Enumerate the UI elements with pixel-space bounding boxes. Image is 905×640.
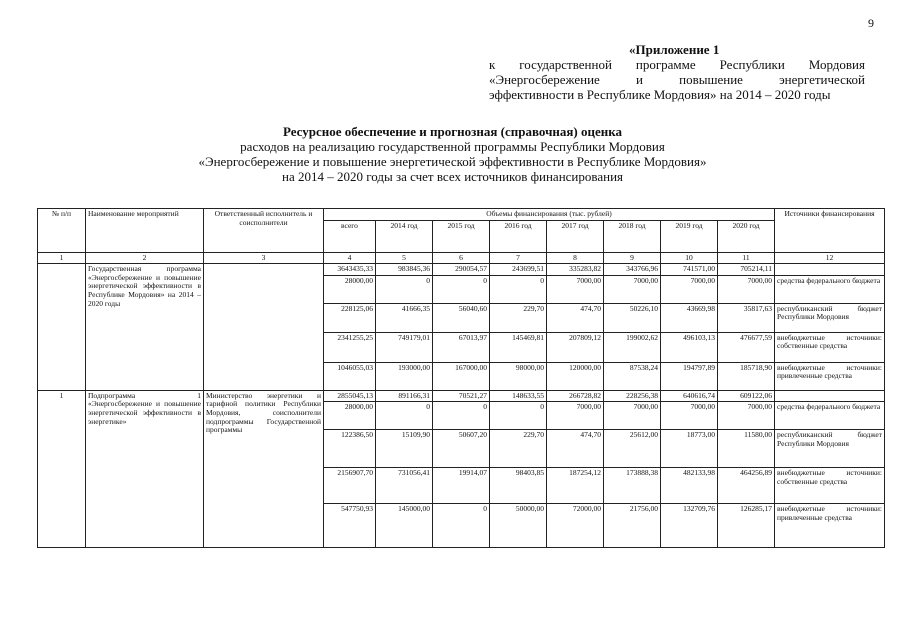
appendix-line: эффективности в Республике Мордовия» на 2014 – 2020 годы: [489, 87, 831, 102]
appendix-line: «Энергосбережение и повышение энергетической: [489, 72, 865, 87]
value-cell: 187254,12: [547, 468, 604, 504]
title-line: на 2014 – 2020 годы за счет всех источников финансирования: [281, 169, 624, 184]
value-cell: 1046055,03: [324, 362, 376, 390]
value-cell: 482133,98: [661, 468, 718, 504]
value-cell: 228125,06: [324, 303, 376, 332]
funding-table: [37, 208, 885, 548]
column-index: 5: [376, 252, 433, 264]
source-cell: средства федерального бюджета: [775, 275, 885, 303]
total-cell: 741571,00: [661, 264, 718, 276]
value-cell: 207809,12: [547, 332, 604, 362]
value-cell: 120000,00: [547, 362, 604, 390]
value-cell: 7000,00: [661, 402, 718, 430]
header-sources: Источники финансирования: [775, 209, 885, 253]
row-name: Подпрограмма 1 «Энергосбережение и повышение энергетической эффективности в энергетике»: [86, 390, 204, 548]
value-cell: 19914,07: [433, 468, 490, 504]
total-cell: 243699,51: [490, 264, 547, 276]
total-cell: 640616,74: [661, 390, 718, 402]
value-cell: 0: [490, 275, 547, 303]
value-cell: 18773,00: [661, 430, 718, 468]
total-source-cell: [775, 390, 885, 402]
value-cell: 185718,90: [718, 362, 775, 390]
value-cell: 0: [433, 275, 490, 303]
value-cell: 731056,41: [376, 468, 433, 504]
total-cell: 148633,55: [490, 390, 547, 402]
value-cell: 496103,13: [661, 332, 718, 362]
column-index: 7: [490, 252, 547, 264]
appendix-header: [489, 42, 865, 102]
total-cell: 3643435,33: [324, 264, 376, 276]
value-cell: 145469,81: [490, 332, 547, 362]
value-cell: 132709,76: [661, 504, 718, 548]
value-cell: 0: [433, 504, 490, 548]
value-cell: 0: [376, 402, 433, 430]
total-cell: 228256,38: [604, 390, 661, 402]
total-cell: 335283,82: [547, 264, 604, 276]
title-line: расходов на реализацию государственной программы Республики Мордовия: [240, 139, 665, 154]
value-cell: 15109,90: [376, 430, 433, 468]
value-cell: 25612,00: [604, 430, 661, 468]
total-cell: 891166,31: [376, 390, 433, 402]
header-year: 2020 год: [718, 220, 775, 252]
value-cell: 0: [433, 402, 490, 430]
value-cell: 199002,62: [604, 332, 661, 362]
column-index: 10: [661, 252, 718, 264]
value-cell: 2341255,25: [324, 332, 376, 362]
header-total: всего: [324, 220, 376, 252]
value-cell: 7000,00: [661, 275, 718, 303]
value-cell: 21756,00: [604, 504, 661, 548]
value-cell: 474,70: [547, 303, 604, 332]
total-cell: 983845,36: [376, 264, 433, 276]
column-index-row: [38, 252, 885, 264]
column-index: 8: [547, 252, 604, 264]
value-cell: 98403,85: [490, 468, 547, 504]
total-cell: 343766,96: [604, 264, 661, 276]
value-cell: 7000,00: [547, 275, 604, 303]
source-cell: средства федерального бюджета: [775, 402, 885, 430]
row-executor: Министерство энергетики и тарифной политики Республики Мордовия, соисполнители подпрограммы Государственной программы: [204, 390, 324, 548]
value-cell: 229,70: [490, 303, 547, 332]
header-year: 2016 год: [490, 220, 547, 252]
value-cell: 7000,00: [718, 402, 775, 430]
total-source-cell: [775, 264, 885, 276]
header-year: 2019 год: [661, 220, 718, 252]
value-cell: 11580,00: [718, 430, 775, 468]
appendix-title: «Приложение 1: [629, 42, 720, 57]
source-cell: внебюджетные источники: собственные средства: [775, 332, 885, 362]
value-cell: 122386,50: [324, 430, 376, 468]
header-year: 2017 год: [547, 220, 604, 252]
value-cell: 749179,01: [376, 332, 433, 362]
column-index: 4: [324, 252, 376, 264]
column-index: 9: [604, 252, 661, 264]
table-row-total: [38, 390, 885, 402]
value-cell: 0: [376, 275, 433, 303]
title-line-bold: Ресурсное обеспечение и прогнозная (справочная) оценка: [282, 124, 623, 139]
header-num: № п/п: [38, 209, 86, 253]
value-cell: 547750,93: [324, 504, 376, 548]
column-index: 3: [204, 252, 324, 264]
value-cell: 43669,98: [661, 303, 718, 332]
value-cell: 87538,24: [604, 362, 661, 390]
value-cell: 7000,00: [604, 402, 661, 430]
value-cell: 50000,00: [490, 504, 547, 548]
value-cell: 7000,00: [604, 275, 661, 303]
value-cell: 35817,63: [718, 303, 775, 332]
header-year: 2018 год: [604, 220, 661, 252]
value-cell: 7000,00: [718, 275, 775, 303]
column-index: 11: [718, 252, 775, 264]
value-cell: 7000,00: [547, 402, 604, 430]
total-cell: 266728,82: [547, 390, 604, 402]
source-cell: республиканский бюджет Республики Мордовия: [775, 430, 885, 468]
value-cell: 0: [490, 402, 547, 430]
value-cell: 193000,00: [376, 362, 433, 390]
value-cell: 167000,00: [433, 362, 490, 390]
value-cell: 50226,10: [604, 303, 661, 332]
row-name: Государственная программа «Энергосбережение и повышение энергетической эффективности в Республике Мордовия» на 2014 – 2020 годы: [86, 264, 204, 391]
header-year: 2015 год: [433, 220, 490, 252]
column-index: 1: [38, 252, 86, 264]
column-index: 12: [775, 252, 885, 264]
source-cell: внебюджетные источники: собственные средства: [775, 468, 885, 504]
total-cell: 2855045,13: [324, 390, 376, 402]
header-name: Наименование мероприятий: [86, 209, 204, 253]
value-cell: 464256,89: [718, 468, 775, 504]
row-num: [38, 264, 86, 391]
total-cell: 609122,06: [718, 390, 775, 402]
source-cell: внебюджетные источники: привлеченные средства: [775, 504, 885, 548]
title-line: «Энергосбережение и повышение энергетической эффективности в Республике Мордовия»: [198, 154, 707, 169]
value-cell: 28000,00: [324, 275, 376, 303]
row-num: 1: [38, 390, 86, 548]
header-executor: Ответственный исполнитель и соисполнители: [204, 209, 324, 253]
column-index: 6: [433, 252, 490, 264]
value-cell: 56040,60: [433, 303, 490, 332]
value-cell: 50607,20: [433, 430, 490, 468]
value-cell: 145000,00: [376, 504, 433, 548]
total-cell: 705214,11: [718, 264, 775, 276]
header-volume: Объемы финансирования (тыс. рублей): [324, 209, 775, 221]
value-cell: 28000,00: [324, 402, 376, 430]
source-cell: внебюджетные источники: привлеченные средства: [775, 362, 885, 390]
value-cell: 41666,35: [376, 303, 433, 332]
value-cell: 474,70: [547, 430, 604, 468]
appendix-line: к государственной программе Республики Мордовия: [489, 57, 865, 72]
value-cell: 194797,89: [661, 362, 718, 390]
document-title: [0, 124, 905, 184]
value-cell: 229,70: [490, 430, 547, 468]
total-cell: 70521,27: [433, 390, 490, 402]
value-cell: 72000,00: [547, 504, 604, 548]
table-row-total: [38, 264, 885, 276]
total-cell: 290054,57: [433, 264, 490, 276]
value-cell: 476677,59: [718, 332, 775, 362]
header-year: 2014 год: [376, 220, 433, 252]
value-cell: 173888,38: [604, 468, 661, 504]
page-number: 9: [868, 16, 874, 30]
column-index: 2: [86, 252, 204, 264]
value-cell: 2156907,70: [324, 468, 376, 504]
source-cell: республиканский бюджет Республики Мордовия: [775, 303, 885, 332]
value-cell: 98000,00: [490, 362, 547, 390]
row-executor: [204, 264, 324, 391]
value-cell: 126285,17: [718, 504, 775, 548]
value-cell: 67013,97: [433, 332, 490, 362]
